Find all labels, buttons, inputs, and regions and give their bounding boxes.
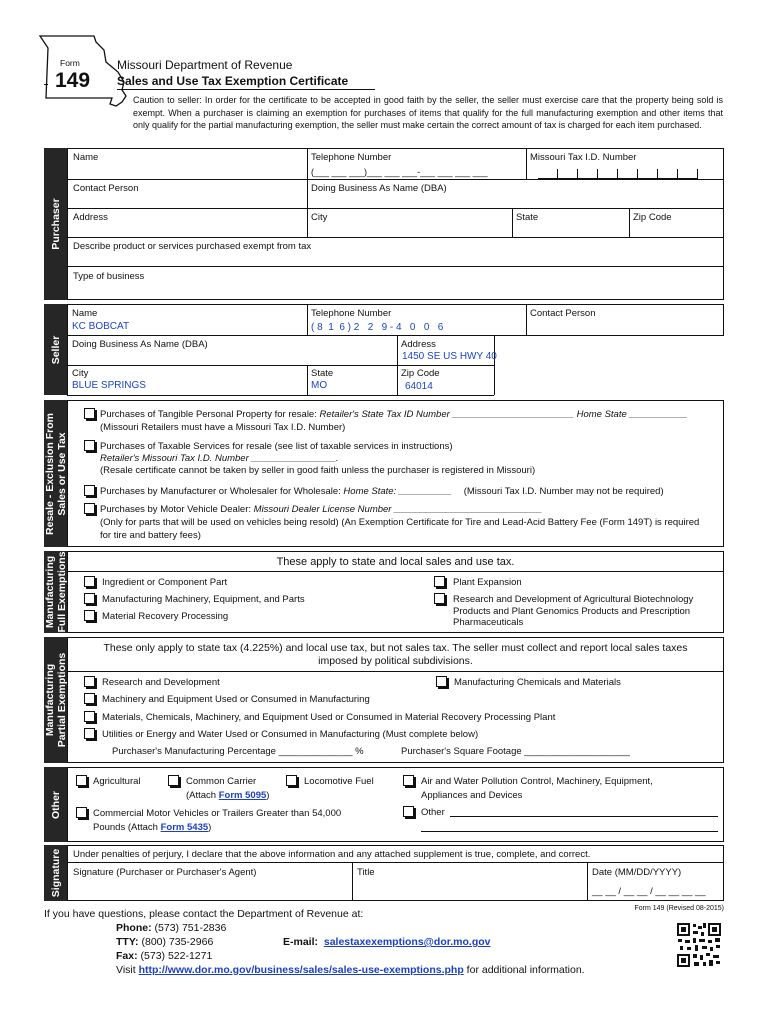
common-carrier-label: Common Carrier bbox=[186, 776, 257, 787]
contact-visit: Visit http://www.dor.mo.gov/business/sales/sales-use-exemptions.php for additional information. bbox=[116, 964, 585, 976]
partial-exemptions-section-label: Manufacturing Partial Exemptions bbox=[44, 637, 67, 763]
purchaser-section-label: Purchaser bbox=[44, 148, 67, 300]
utilities-checkbox[interactable] bbox=[84, 728, 95, 739]
utilities-label: Utilities or Energy and Water Used or Consumed in Manufacturing (Must complete below) bbox=[102, 729, 479, 740]
seller-phone-label: Telephone Number bbox=[311, 308, 392, 319]
purchaser-phone-label: Telephone Number bbox=[311, 152, 392, 163]
resale-services-label: Purchases of Taxable Services for resale (see list of taxable services in instructions) bbox=[100, 441, 453, 452]
caution-text: Caution to seller: In order for the certificate to be accepted in good faith by the seller, the seller must exercise care that the property being sold is exempt. When a purchaser is claiming an exemption for purchases of items that qualify for the full manufacturing exemption and other items that only qualify for the partial manufacturing exemption, the seller must make certain the correct amount of tax is charged for each item purchased. bbox=[133, 95, 723, 130]
resale-wholesale-label: Purchases by Manufacturer or Wholesaler for Wholesale: Home State: __________ (Missouri Tax I.D. Number may not be required) bbox=[100, 486, 664, 497]
purchaser-contact-label: Contact Person bbox=[73, 183, 139, 194]
mfg-chemicals-label: Manufacturing Chemicals and Materials bbox=[454, 677, 621, 688]
full-exemptions-section-label: Manufacturing Full Exemptions bbox=[43, 551, 68, 633]
resale-services-id: Retailer's Missouri Tax I.D. Number ________________. bbox=[100, 453, 339, 464]
purchaser-phone-field[interactable]: (___ ___ ___)___ ___ ___-___ ___ ___ ___ bbox=[311, 167, 488, 177]
purchaser-name-label: Name bbox=[73, 152, 99, 163]
air-water-label-2: Appliances and Devices bbox=[421, 790, 523, 801]
qr-code bbox=[676, 922, 722, 968]
other-label: Other bbox=[421, 807, 445, 818]
purchaser-tax-id-label: Missouri Tax I.D. Number bbox=[530, 152, 637, 163]
email-link[interactable]: salestaxexemptions@dor.mo.gov bbox=[323, 936, 491, 948]
signature-field[interactable] bbox=[73, 880, 345, 898]
resale-wholesale-checkbox[interactable] bbox=[84, 485, 95, 496]
page-title: Sales and Use Tax Exemption Certificate bbox=[117, 74, 349, 88]
divider bbox=[44, 84, 48, 85]
purchaser-city-label: City bbox=[311, 212, 328, 223]
mfg-machinery-label: Manufacturing Machinery, Equipment, and Parts bbox=[102, 594, 305, 605]
declaration-text: Under penalties of perjury, I declare that the above information and any attached supplement is true, complete, and correct. bbox=[73, 849, 591, 860]
research-dev-label: Research and Development bbox=[102, 677, 220, 688]
seller-name-label: Name bbox=[72, 308, 98, 319]
seller-state-value[interactable]: MO bbox=[311, 380, 328, 391]
seller-address-value[interactable]: 1450 SE US HWY 40 bbox=[402, 351, 497, 362]
locomotive-fuel-label: Locomotive Fuel bbox=[304, 776, 374, 787]
contact-intro: If you have questions, please contact the Department of Revenue at: bbox=[44, 908, 364, 920]
common-carrier-attach: (Attach Form 5095) bbox=[186, 790, 270, 801]
commercial-vehicles-attach: Pounds (Attach Form 5435) bbox=[93, 822, 212, 833]
purchaser-business-type-label: Type of business bbox=[73, 271, 145, 282]
resale-section-label: Resale - Exclusion From Sales or Use Tax bbox=[44, 400, 67, 547]
contact-tty: TTY: (800) 735-2966 bbox=[116, 936, 214, 948]
research-dev-checkbox[interactable] bbox=[84, 676, 95, 687]
air-water-checkbox[interactable] bbox=[403, 775, 414, 786]
signature-section-label: Signature bbox=[44, 845, 67, 901]
resale-tangible-checkbox[interactable] bbox=[84, 408, 95, 419]
locomotive-fuel-checkbox[interactable] bbox=[286, 775, 297, 786]
seller-phone-value[interactable]: ( 8 1 6 ) 2 2 9 - 4 0 0 6 bbox=[311, 322, 444, 333]
plant-expansion-checkbox[interactable] bbox=[434, 576, 445, 587]
title-field[interactable] bbox=[357, 880, 581, 898]
partial-exemptions-heading: These only apply to state tax (4.225%) and local use tax, but not sales tax. The seller must collect and report local sales taxes imposed by political subdivisions. bbox=[103, 642, 688, 667]
resale-tangible-label: Purchases of Tangible Personal Property for resale: Retailer's State Tax ID Number _______________________ Home State ___________ bbox=[100, 409, 688, 420]
purchaser-zip-label: Zip Code bbox=[633, 212, 672, 223]
materials-recovery-checkbox[interactable] bbox=[84, 711, 95, 722]
department-name: Missouri Department of Revenue bbox=[117, 58, 293, 72]
title-underline bbox=[117, 89, 375, 90]
form-5095-link[interactable]: Form 5095 bbox=[218, 790, 267, 801]
contact-email: E-mail: salestaxexemptions@dor.mo.gov bbox=[283, 936, 491, 948]
plant-expansion-label: Plant Expansion bbox=[453, 577, 522, 588]
resale-dealer-note: (Only for parts that will be used on vehicles being resold) (An Exemption Certificate for Tire and Lead-Acid Battery Fee (Form 149T) is required for tire and battery fees) bbox=[100, 517, 700, 541]
date-field[interactable]: __ __ / __ __ / __ __ __ __ bbox=[592, 886, 706, 897]
seller-zip-value[interactable]: 64014 bbox=[405, 381, 433, 392]
other-section-label: Other bbox=[44, 767, 67, 842]
contact-phone: Phone: (573) 751-2836 bbox=[116, 922, 227, 934]
seller-state-label: State bbox=[311, 368, 334, 379]
title-label: Title bbox=[357, 867, 375, 878]
materials-recovery-label: Materials, Chemicals, Machinery, and Equipment Used or Consumed in Material Recovery Processing Plant bbox=[102, 712, 556, 723]
research-agri-label: Research and Development of Agricultural Biotechnology Products and Plant Genomics Products and Prescription Pharmaceuticals bbox=[453, 594, 694, 628]
ingredient-checkbox[interactable] bbox=[84, 576, 95, 587]
mfg-machinery-checkbox[interactable] bbox=[84, 593, 95, 604]
form-5435-link[interactable]: Form 5435 bbox=[160, 822, 209, 833]
resale-tangible-note: (Missouri Retailers must have a Missouri Tax I.D. Number) bbox=[100, 422, 346, 433]
mfg-chemicals-checkbox[interactable] bbox=[436, 676, 447, 687]
form-revision: Form 149 (Revised 08-2015) bbox=[634, 905, 724, 912]
resale-dealer-label: Purchases by Motor Vehicle Dealer: Missouri Dealer License Number ____________________________ bbox=[100, 504, 543, 515]
material-recovery-label: Material Recovery Processing bbox=[102, 611, 229, 622]
purchaser-state-label: State bbox=[516, 212, 539, 223]
air-water-label-1: Air and Water Pollution Control, Machinery, Equipment, bbox=[421, 776, 653, 787]
machinery-consumed-checkbox[interactable] bbox=[84, 693, 95, 704]
seller-city-label: City bbox=[72, 368, 89, 379]
resale-services-note: (Resale certificate cannot be taken by seller in good faith unless the purchaser is registered in Missouri) bbox=[100, 465, 536, 476]
purchaser-address-label: Address bbox=[73, 212, 108, 223]
signature-label: Signature (Purchaser or Purchaser's Agent) bbox=[73, 867, 257, 878]
purchaser-describe-label: Describe product or services purchased exempt from tax bbox=[73, 241, 312, 252]
seller-dba-label: Doing Business As Name (DBA) bbox=[72, 339, 208, 350]
seller-name-value[interactable]: KC BOBCAT bbox=[72, 321, 130, 332]
other-checkbox[interactable] bbox=[403, 806, 414, 817]
contact-fax: Fax: (573) 522-1271 bbox=[116, 950, 213, 962]
other-field-line-2[interactable] bbox=[421, 831, 718, 832]
mfg-percentage-field[interactable]: Purchaser's Manufacturing Percentage ______________ % bbox=[112, 746, 364, 757]
website-link[interactable]: http://www.dor.mo.gov/business/sales/sales-use-exemptions.php bbox=[138, 964, 464, 976]
seller-contact-label: Contact Person bbox=[530, 308, 596, 319]
purchaser-tax-id-field[interactable] bbox=[538, 169, 698, 179]
date-label: Date (MM/DD/YYYY) bbox=[592, 867, 682, 878]
form-number: 149 bbox=[55, 69, 91, 92]
form-label: Form bbox=[60, 58, 80, 68]
resale-dealer-checkbox[interactable] bbox=[84, 503, 95, 514]
material-recovery-checkbox[interactable] bbox=[84, 610, 95, 621]
square-footage-field[interactable]: Purchaser's Square Footage ____________________ bbox=[401, 746, 630, 757]
purchaser-dba-label: Doing Business As Name (DBA) bbox=[311, 183, 447, 194]
commercial-vehicles-label: Commercial Motor Vehicles or Trailers Greater than 54,000 bbox=[93, 808, 342, 819]
agricultural-label: Agricultural bbox=[93, 776, 141, 787]
commercial-vehicles-checkbox[interactable] bbox=[76, 807, 87, 818]
other-field[interactable] bbox=[450, 816, 718, 817]
ingredient-label: Ingredient or Component Part bbox=[102, 577, 228, 588]
research-agri-checkbox[interactable] bbox=[434, 593, 445, 604]
seller-section-label: Seller bbox=[44, 304, 67, 395]
seller-address-label: Address bbox=[401, 339, 436, 350]
seller-zip-label: Zip Code bbox=[401, 368, 440, 379]
seller-city-value[interactable]: BLUE SPRINGS bbox=[72, 380, 146, 391]
agricultural-checkbox[interactable] bbox=[76, 775, 87, 786]
full-exemptions-heading: These apply to state and local sales and use tax. bbox=[276, 556, 515, 568]
resale-services-checkbox[interactable] bbox=[84, 440, 95, 451]
machinery-consumed-label: Machinery and Equipment Used or Consumed in Manufacturing bbox=[102, 694, 370, 705]
common-carrier-checkbox[interactable] bbox=[168, 775, 179, 786]
